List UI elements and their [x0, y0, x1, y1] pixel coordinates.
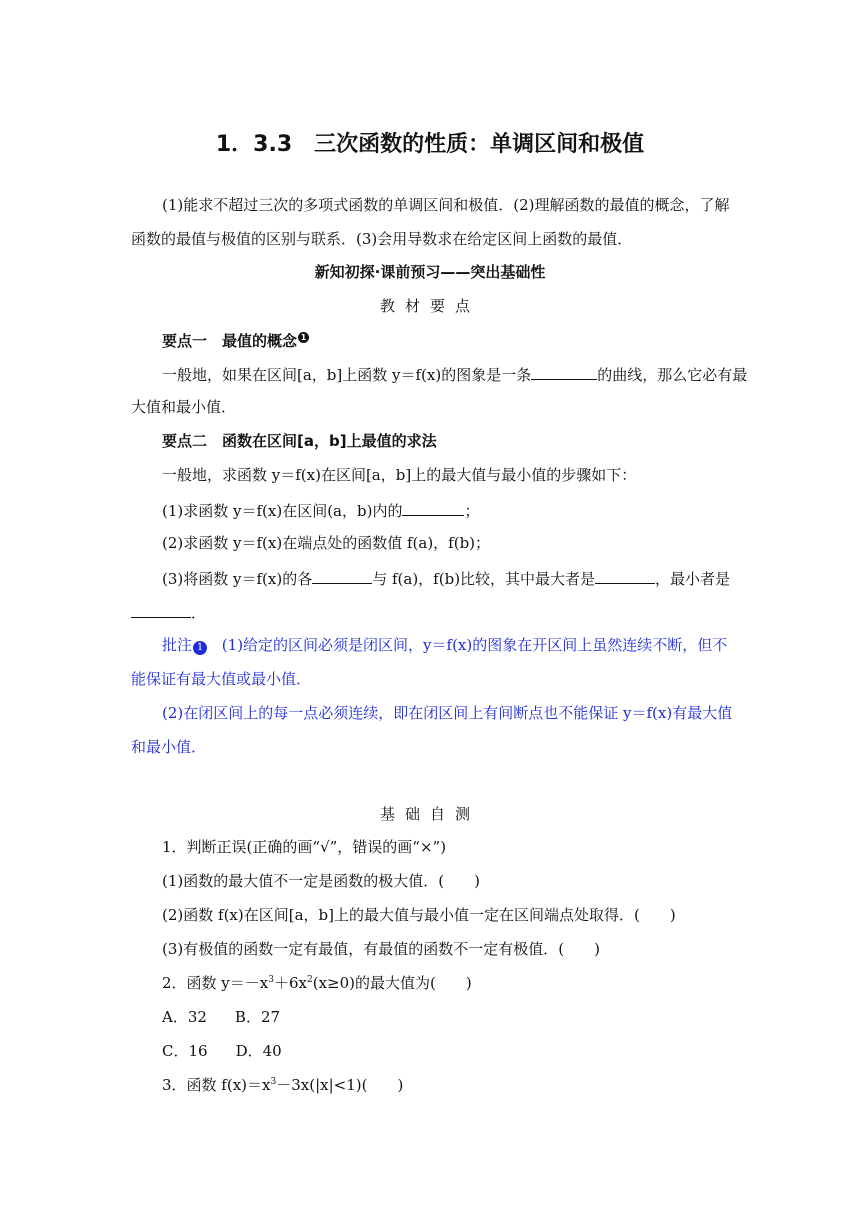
fill-blank: [131, 604, 191, 618]
step-3-text-a: (3)将函数 y＝f(x)的各: [162, 570, 313, 588]
subheading-self-test: 基础自测: [379, 805, 480, 823]
option-d: D．40: [235, 1042, 282, 1060]
step-1-end: ；: [464, 502, 480, 520]
question-1-stem: 1．判断正误(正确的画“√”，错误的画“×”): [162, 838, 447, 856]
question-1-statement-1: (1)函数的最大值不一定是函数的极大值．( ): [162, 872, 480, 890]
option-c: C．16: [162, 1042, 208, 1060]
q2-stem-a: 2．函数 y＝－x: [162, 974, 269, 992]
step-3-text-c: ，最小者是: [655, 570, 731, 588]
step-3-text-b: 与 f(a)，f(b)比较，其中最大者是: [372, 570, 596, 588]
exponent: 3: [270, 1077, 277, 1087]
point-2-step-1: [162, 502, 762, 519]
fill-blank: [595, 570, 655, 584]
annotation-marker-icon: 1: [193, 641, 207, 655]
question-1-statement-3: (3)有极值的函数一定有最值，有最值的函数不一定有极值．( ): [162, 940, 600, 958]
point-2-title: 要点二 函数在区间[a，b]上最值的求法: [162, 432, 437, 450]
point-2-intro: 一般地，求函数 y＝f(x)在区间[a，b]上的最大值与最小值的步骤如下：: [162, 466, 637, 484]
step-1-text: (1)求函数 y＝f(x)在区间(a，b)内的: [162, 502, 403, 520]
fill-blank: [531, 366, 597, 380]
exponent: 3: [268, 975, 274, 985]
q3-stem-b: －3x(|x|<1)( ): [276, 1076, 404, 1094]
point-2-step-3: [162, 570, 762, 587]
question-3-stem: [162, 1078, 762, 1093]
exponent: 2: [307, 975, 313, 985]
note-label: 批注: [162, 636, 193, 654]
question-1-statement-2: (2)函数 f(x)在区间[a，b]上的最大值与最小值一定在区间端点处取得．( ): [162, 906, 676, 924]
annotation-marker-icon: 1: [298, 332, 309, 343]
fill-blank: [312, 570, 372, 584]
section-heading: 新知初探·课前预习——突出基础性: [314, 263, 546, 281]
point-1-text-2: 的曲线，那么它必有最: [597, 366, 748, 384]
point-1-title: [162, 332, 762, 349]
note-line-3: (2)在闭区间上的每一点必须连续，即在闭区间上有间断点也不能保证 y＝f(x)有最大值: [162, 704, 733, 722]
objectives-line-1: (1)能求不超过三次的多项式函数的单调区间和极值．(2)理解函数的最值的概念，了解: [162, 196, 730, 214]
q2-stem-c: (x≥0)的最大值为( ): [312, 974, 472, 992]
question-2-stem: [162, 976, 762, 991]
q3-stem-a: 3．函数 f(x)＝x: [162, 1076, 271, 1094]
question-2-options-row-2: [162, 1044, 762, 1059]
objectives-line-2: 函数的最值与极值的区别与联系．(3)会用导数求在给定区间上函数的最值．: [131, 230, 633, 248]
note-line-4: 和最小值．: [131, 738, 207, 756]
option-a: A．32: [162, 1008, 207, 1026]
fill-blank: [402, 502, 464, 516]
point-2-step-3-cont: [131, 604, 731, 621]
option-b: B．27: [234, 1008, 281, 1026]
point-2-step-2: (2)求函数 y＝f(x)在端点处的函数值 f(a)，f(b)；: [162, 534, 491, 552]
point-1-text-1: 一般地，如果在区间[a，b]上函数 y＝f(x)的图象是一条: [162, 366, 532, 384]
point-1-title-text: 要点一 最值的概念: [162, 332, 298, 350]
point-1-line-2: 大值和最小值．: [131, 398, 237, 416]
subheading-textbook-points: 教材要点: [379, 297, 480, 315]
point-1-line-1: [162, 366, 762, 383]
page-title: 1．3.3 三次函数的性质：单调区间和极值: [215, 132, 645, 157]
note-line-2: 能保证有最大值或最小值．: [131, 670, 312, 688]
question-2-options-row-1: [162, 1010, 762, 1025]
step-3-end: ．: [191, 604, 207, 622]
note-line-1: [162, 638, 762, 655]
q2-stem-b: ＋6x: [273, 974, 307, 992]
note-text-1: (1)给定的区间必须是闭区间，y＝f(x)的图象在开区间上虽然连续不断，但不: [221, 636, 728, 654]
